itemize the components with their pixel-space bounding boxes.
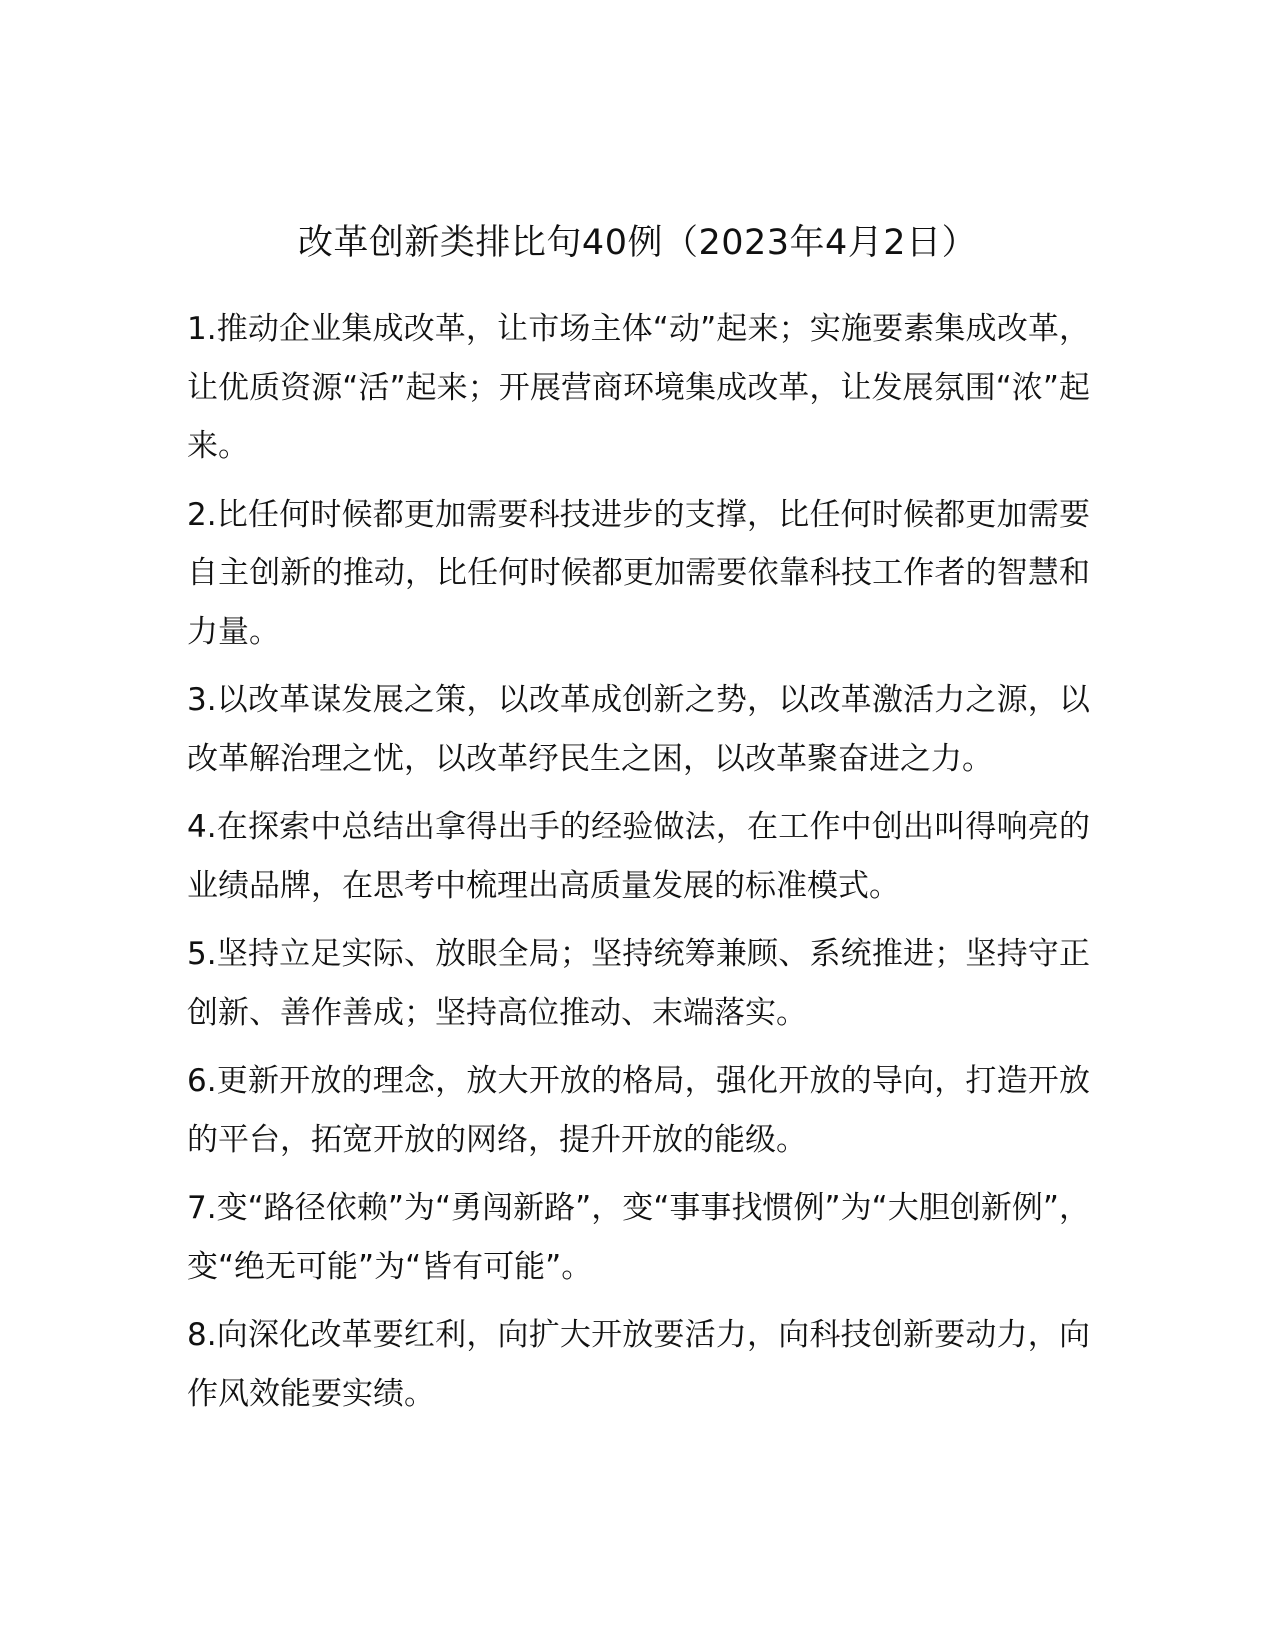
list-item: 5.坚持立足实际、放眼全局；坚持统筹兼顾、系统推进；坚持守正创新、善作善成；坚持高位推动、末端落实。 <box>187 936 1090 1031</box>
document-title: 改革创新类排比句40例（2023年4月2日） <box>297 223 978 263</box>
list-item: 2.比任何时候都更加需要科技进步的支撑，比任何时候都更加需要自主创新的推动，比任何时候都更加需要依靠科技工作者的智慧和力量。 <box>187 496 1090 650</box>
document-body <box>187 300 1090 1433</box>
list-item: 1.推动企业集成改革，让市场主体“动”起来；实施要素集成改革，让优质资源“活”起来；开展营商环境集成改革，让发展氛围“浓”起来。 <box>187 311 1090 464</box>
list-item: 6.更新开放的理念，放大开放的格局，强化开放的导向，打造开放的平台，拓宽开放的网络，提升开放的能级。 <box>187 1063 1090 1158</box>
list-item: 8.向深化改革要红利，向扩大开放要活力，向科技创新要动力，向作风效能要实绩。 <box>187 1317 1090 1412</box>
list-item: 3.以改革谋发展之策，以改革成创新之势，以改革激活力之源，以改革解治理之忧，以改革纾民生之困，以改革聚奋进之力。 <box>187 682 1090 777</box>
list-item: 7.变“路径依赖”为“勇闯新路”，变“事事找惯例”为“大胆创新例”，变“绝无可能”为“皆有可能”。 <box>187 1190 1090 1285</box>
list-item: 4.在探索中总结出拿得出手的经验做法，在工作中创出叫得响亮的业绩品牌，在思考中梳理出高质量发展的标准模式。 <box>187 809 1090 904</box>
